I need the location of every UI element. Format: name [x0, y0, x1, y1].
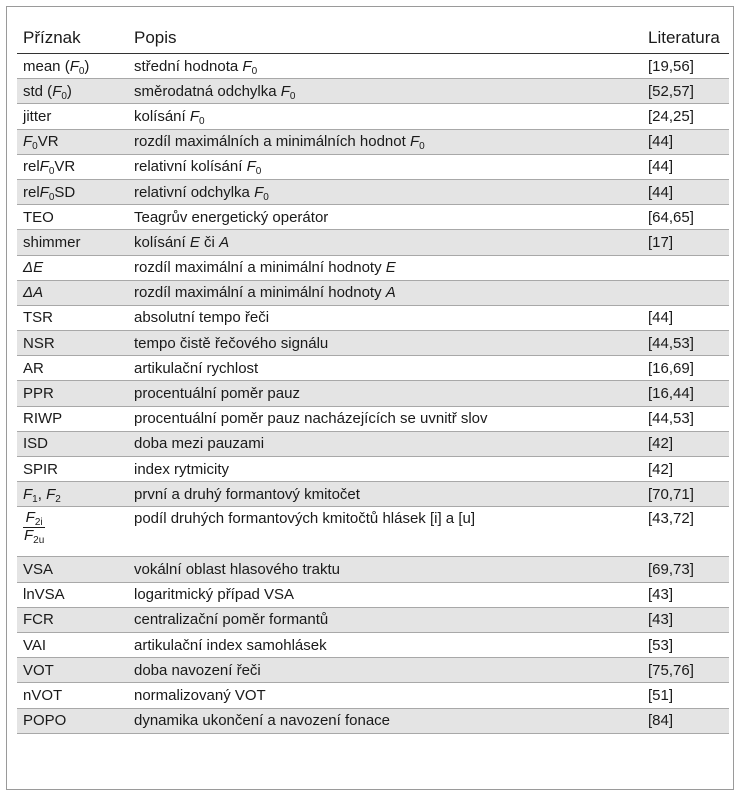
cell-symbol: VSA	[17, 557, 128, 582]
cell-symbol: std $(F_0)$	[17, 79, 128, 104]
cell-description: kolísání $F_0$	[128, 104, 642, 129]
table-row	[17, 557, 729, 582]
table-row	[17, 431, 729, 456]
table-row	[17, 79, 729, 104]
cell-description: procentuální poměr pauz	[128, 381, 642, 406]
cell-reference: [19,56]	[642, 54, 729, 79]
cell-description: artikulační rychlost	[128, 356, 642, 381]
cell-reference: [44]	[642, 154, 729, 179]
cell-symbol: nVOT	[17, 683, 128, 708]
table-row	[17, 280, 729, 305]
table-row	[17, 632, 729, 657]
cell-description: dynamika ukončení a navození fonace	[128, 708, 642, 733]
cell-description: normalizovaný VOT	[128, 683, 642, 708]
cell-reference: [44,53]	[642, 406, 729, 431]
cell-symbol: SPIR	[17, 457, 128, 482]
cell-symbol: relF$_0$VR	[17, 154, 128, 179]
cell-symbol: lnVSA	[17, 582, 128, 607]
cell-reference: [17]	[642, 230, 729, 255]
cell-symbol: VAI	[17, 632, 128, 657]
header-symbol: Příznak	[17, 23, 128, 54]
table-row	[17, 507, 729, 557]
cell-reference	[642, 280, 729, 305]
table-row	[17, 305, 729, 330]
cell-symbol: RIWP	[17, 406, 128, 431]
cell-reference: [42]	[642, 457, 729, 482]
cell-symbol: AR	[17, 356, 128, 381]
cell-reference	[642, 255, 729, 280]
cell-symbol: $\frac{F_{2i}}{F_{2u}}$	[17, 507, 128, 557]
cell-reference: [24,25]	[642, 104, 729, 129]
table-row	[17, 230, 729, 255]
cell-reference: [64,65]	[642, 205, 729, 230]
cell-symbol: ΔA	[17, 280, 128, 305]
features-table	[17, 23, 729, 734]
cell-symbol: FCR	[17, 607, 128, 632]
cell-description: procentuální poměr pauz nacházejících se uvnitř slov	[128, 406, 642, 431]
cell-description: vokální oblast hlasového traktu	[128, 557, 642, 582]
cell-description: kolísání E či A	[128, 230, 642, 255]
cell-reference: [43]	[642, 582, 729, 607]
cell-symbol: shimmer	[17, 230, 128, 255]
table-row	[17, 205, 729, 230]
cell-reference: [70,71]	[642, 482, 729, 507]
cell-description: tempo čistě řečového signálu	[128, 331, 642, 356]
cell-description: rozdíl maximální a minimální hodnoty E	[128, 255, 642, 280]
table-row	[17, 381, 729, 406]
cell-reference: [53]	[642, 632, 729, 657]
table-row	[17, 482, 729, 507]
cell-symbol: ISD	[17, 431, 128, 456]
cell-reference: [43,72]	[642, 507, 729, 557]
table-body	[17, 54, 729, 734]
table-row	[17, 179, 729, 204]
table-frame	[6, 6, 734, 790]
cell-description: centralizační poměr formantů	[128, 607, 642, 632]
cell-reference: [52,57]	[642, 79, 729, 104]
cell-symbol: ΔE	[17, 255, 128, 280]
table-row	[17, 154, 729, 179]
table-row	[17, 104, 729, 129]
cell-description: logaritmický případ VSA	[128, 582, 642, 607]
cell-description: relativní odchylka $F_0$	[128, 179, 642, 204]
table-row	[17, 356, 729, 381]
cell-symbol: TSR	[17, 305, 128, 330]
cell-description: podíl druhých formantových kmitočtů hlásek [i] a [u]	[128, 507, 642, 557]
header-reference: Literatura	[642, 23, 729, 54]
header-row	[17, 23, 729, 54]
header-description: Popis	[128, 23, 642, 54]
cell-reference: [69,73]	[642, 557, 729, 582]
cell-reference: [51]	[642, 683, 729, 708]
cell-reference: [43]	[642, 607, 729, 632]
cell-symbol: NSR	[17, 331, 128, 356]
table-row	[17, 607, 729, 632]
table-row	[17, 54, 729, 79]
cell-symbol: POPO	[17, 708, 128, 733]
cell-description: index rytmicity	[128, 457, 642, 482]
table-row	[17, 708, 729, 733]
cell-description: první a druhý formantový kmitočet	[128, 482, 642, 507]
cell-symbol: PPR	[17, 381, 128, 406]
cell-description: absolutní tempo řeči	[128, 305, 642, 330]
cell-description: doba mezi pauzami	[128, 431, 642, 456]
table-row	[17, 406, 729, 431]
table-row	[17, 255, 729, 280]
cell-description: Teagrův energetický operátor	[128, 205, 642, 230]
cell-symbol: $F_0VR$	[17, 129, 128, 154]
cell-reference: [16,69]	[642, 356, 729, 381]
table-row	[17, 331, 729, 356]
cell-symbol: VOT	[17, 658, 128, 683]
table-row	[17, 683, 729, 708]
cell-symbol: relF$_0$SD	[17, 179, 128, 204]
cell-description: rozdíl maximální a minimální hodnoty A	[128, 280, 642, 305]
cell-reference: [16,44]	[642, 381, 729, 406]
cell-description: artikulační index samohlásek	[128, 632, 642, 657]
cell-symbol: $F_1$, $F_2$	[17, 482, 128, 507]
table-row	[17, 457, 729, 482]
cell-reference: [44]	[642, 305, 729, 330]
table-row	[17, 658, 729, 683]
cell-reference: [44,53]	[642, 331, 729, 356]
cell-description: rozdíl maximálních a minimálních hodnot $F_0$	[128, 129, 642, 154]
cell-reference: [84]	[642, 708, 729, 733]
cell-description: doba navození řeči	[128, 658, 642, 683]
cell-description: směrodatná odchylka $F_0$	[128, 79, 642, 104]
cell-reference: [44]	[642, 129, 729, 154]
cell-reference: [44]	[642, 179, 729, 204]
cell-symbol: jitter	[17, 104, 128, 129]
cell-symbol: TEO	[17, 205, 128, 230]
table-row	[17, 129, 729, 154]
cell-description: relativní kolísání $F_0$	[128, 154, 642, 179]
cell-reference: [42]	[642, 431, 729, 456]
cell-reference: [75,76]	[642, 658, 729, 683]
table-row	[17, 582, 729, 607]
cell-description: střední hodnota $F_0$	[128, 54, 642, 79]
cell-symbol: mean $(F_0)$	[17, 54, 128, 79]
